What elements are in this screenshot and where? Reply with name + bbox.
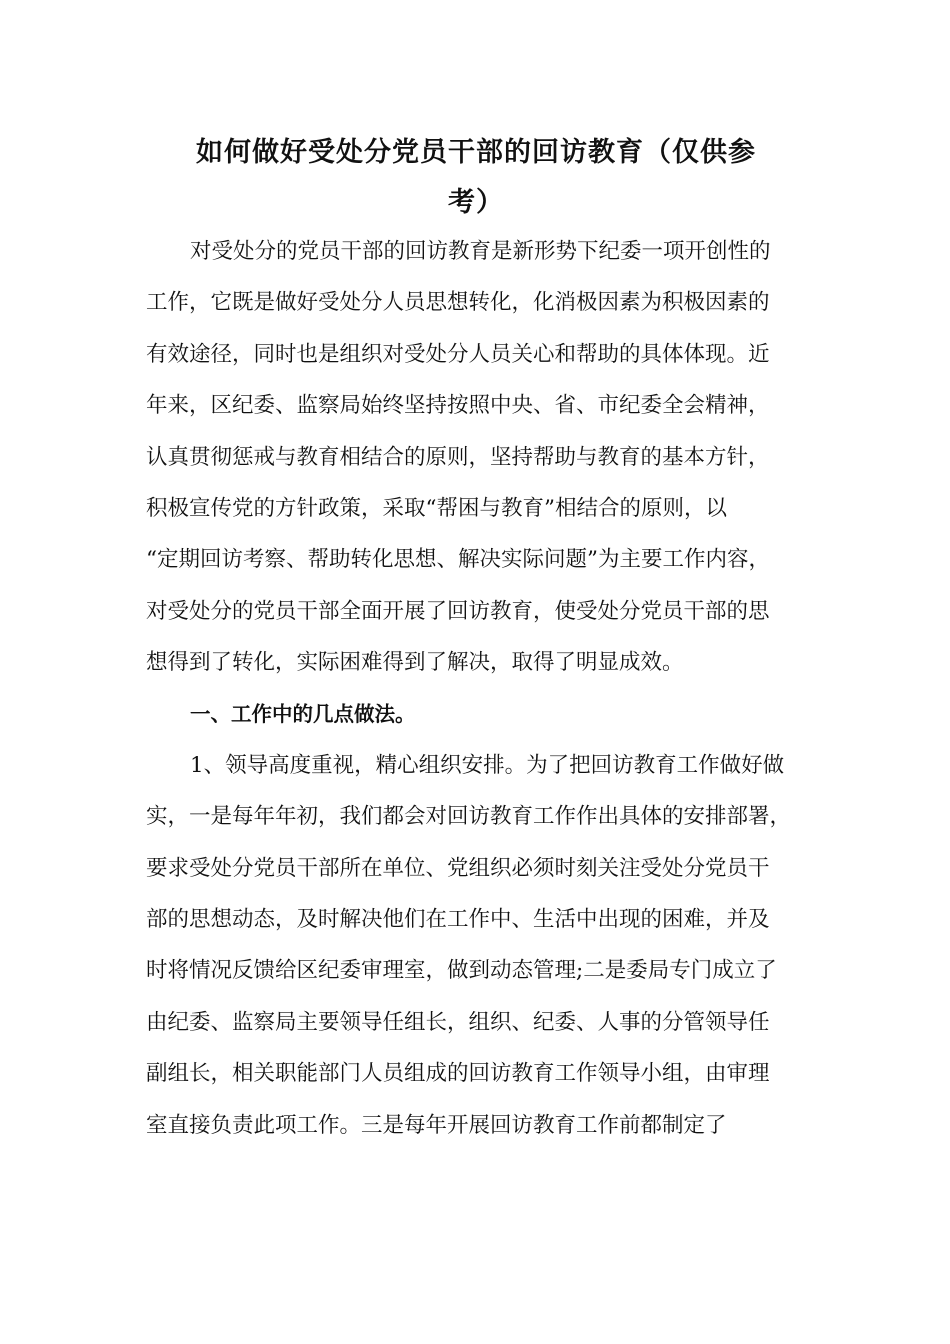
paragraph-line: 年来，区纪委、监察局始终坚持按照中央、省、市纪委全会精神，	[146, 393, 770, 419]
paragraph-line: 积极宣传党的方针政策，采取“帮困与教育”相结合的原则，以	[146, 495, 727, 521]
paragraph-line: 副组长，相关职能部门人员组成的回访教育工作领导小组，由审理	[146, 1061, 770, 1087]
paragraph-line: 对受处分的党员干部全面开展了回访教育，使受处分党员干部的思	[146, 598, 770, 624]
paragraph-line: 部的思想动态，及时解决他们在工作中、生活中出现的困难，并及	[146, 907, 770, 933]
title-line-1: 如何做好受处分党员干部的回访教育（仅供参	[196, 137, 756, 168]
title-line-2: 考）	[448, 187, 504, 218]
paragraph-line: 室直接负责此项工作。三是每年开展回访教育工作前都制定了	[146, 1112, 727, 1138]
document-body	[146, 226, 826, 1151]
document-title	[146, 128, 806, 228]
paragraph-line: 时将情况反馈给区纪委审理室，做到动态管理;二是委局专门成立了	[146, 958, 777, 984]
paragraph-line: 由纪委、监察局主要领导任组长，组织、纪委、人事的分管领导任	[146, 1009, 770, 1035]
section-heading: 一、工作中的几点做法。	[190, 701, 416, 726]
paragraph-line: 认真贯彻惩戒与教育相结合的原则，坚持帮助与教育的基本方针，	[146, 444, 770, 470]
paragraph-line: 想得到了转化，实际困难得到了解决，取得了明显成效。	[146, 650, 684, 676]
paragraph-line: 有效途径，同时也是组织对受处分人员关心和帮助的具体体现。近	[146, 341, 770, 367]
paragraph-line: “定期回访考察、帮助转化思想、解决实际问题”为主要工作内容，	[146, 547, 770, 573]
paragraph-line: 对受处分的党员干部的回访教育是新形势下纪委一项开创性的	[190, 239, 771, 264]
paragraph-line: 实，一是每年年初，我们都会对回访教育工作作出具体的安排部署，	[146, 804, 792, 830]
paragraph-line: 1、领导高度重视，精心组织安排。为了把回访教育工作做好做	[190, 752, 785, 778]
paragraph-line: 工作，它既是做好受处分人员思想转化，化消极因素为积极因素的	[146, 290, 770, 316]
paragraph-line: 要求受处分党员干部所在单位、党组织必须时刻关注受处分党员干	[146, 855, 770, 881]
